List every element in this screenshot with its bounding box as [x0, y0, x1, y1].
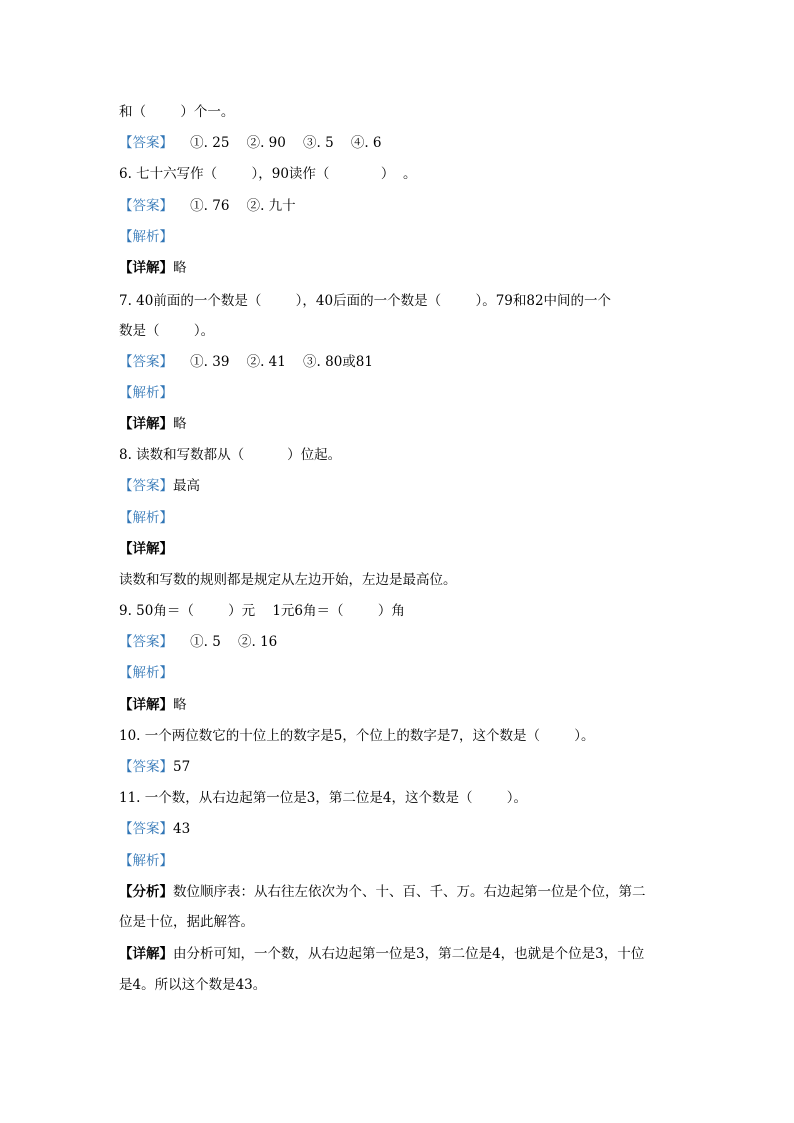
line-text: 最高 [173, 478, 200, 494]
text-line [119, 292, 611, 310]
section-tag: 【解析】 [119, 385, 173, 401]
section-tag: 【详解】 [119, 260, 173, 276]
text-line [119, 696, 187, 714]
line-text: 8. 读数和写数都从（ ）位起。 [119, 447, 342, 463]
text-line [119, 446, 341, 464]
line-text: 略 [173, 260, 187, 276]
section-tag: 【解析】 [119, 229, 173, 245]
section-tag: 【详解】 [119, 541, 173, 557]
section-tag: 【答案】 [119, 135, 173, 151]
section-tag: 【解析】 [119, 510, 173, 526]
text-line [119, 789, 527, 807]
text-line [119, 664, 173, 682]
line-text: 是4。所以这个数是43。 [119, 977, 267, 993]
line-text: 7. 40前面的一个数是（ ），40后面的一个数是（ ）。79和82中间的一个 [119, 293, 612, 309]
text-line [119, 259, 187, 277]
text-line [119, 165, 417, 183]
text-line [119, 197, 296, 215]
section-tag: 【答案】 [119, 634, 173, 650]
line-text: 数是（ ）。 [119, 323, 215, 339]
text-line [119, 883, 646, 901]
text-line [119, 602, 405, 620]
text-line [119, 384, 173, 402]
text-line [119, 228, 173, 246]
line-text: 57 [173, 759, 191, 775]
text-line [119, 571, 457, 589]
text-line [119, 509, 173, 527]
section-tag: 【答案】 [119, 759, 173, 775]
text-line [119, 540, 173, 558]
section-tag: 【详解】 [119, 697, 173, 713]
line-text: 和（ ）个一。 [119, 104, 235, 120]
line-text: 6. 七十六写作（ ），90读作（ ） 。 [119, 166, 417, 182]
section-tag: 【答案】 [119, 821, 173, 837]
section-tag: 【答案】 [119, 354, 173, 370]
line-text: 略 [173, 416, 187, 432]
text-line [119, 945, 644, 963]
text-line [119, 727, 595, 745]
line-text: 数位顺序表：从右往左依次为个、十、百、千、万。右边起第一位是个位，第二 [173, 884, 646, 900]
text-line [119, 322, 214, 340]
section-tag: 【详解】 [119, 946, 173, 962]
section-tag: 【解析】 [119, 665, 173, 681]
line-text: ①. 39 ②. 41 ③. 80或81 [173, 354, 373, 370]
line-text: ①. 5 ②. 16 [173, 634, 278, 650]
line-text: 位是十位，据此解答。 [119, 914, 254, 930]
text-line [119, 633, 277, 651]
text-line [119, 415, 187, 433]
text-line [119, 913, 254, 931]
text-line [119, 976, 266, 994]
line-text: ①. 76 ②. 九十 [173, 198, 296, 214]
line-text: 略 [173, 697, 187, 713]
line-text: 9. 50角＝（ ）元 1元6角＝（ ）角 [119, 603, 405, 619]
section-tag: 【答案】 [119, 478, 173, 494]
line-text: 10. 一个两位数它的十位上的数字是5，个位上的数字是7，这个数是（ ）。 [119, 728, 595, 744]
text-line [119, 758, 190, 776]
text-line [119, 852, 173, 870]
line-text: 读数和写数的规则都是规定从左边开始，左边是最高位。 [119, 572, 457, 588]
line-text: ①. 25 ②. 90 ③. 5 ④. 6 [173, 135, 382, 151]
text-line [119, 353, 373, 371]
section-tag: 【解析】 [119, 853, 173, 869]
section-tag: 【答案】 [119, 198, 173, 214]
text-line [119, 103, 234, 121]
line-text: 由分析可知，一个数，从右边起第一位是3，第二位是4，也就是个位是3，十位 [173, 946, 645, 962]
section-tag: 【分析】 [119, 884, 173, 900]
text-line [119, 134, 382, 152]
text-line [119, 820, 190, 838]
section-tag: 【详解】 [119, 416, 173, 432]
text-line [119, 477, 200, 495]
line-text: 11. 一个数，从右边起第一位是3，第二位是4，这个数是（ ）。 [119, 790, 528, 806]
line-text: 43 [173, 821, 191, 837]
